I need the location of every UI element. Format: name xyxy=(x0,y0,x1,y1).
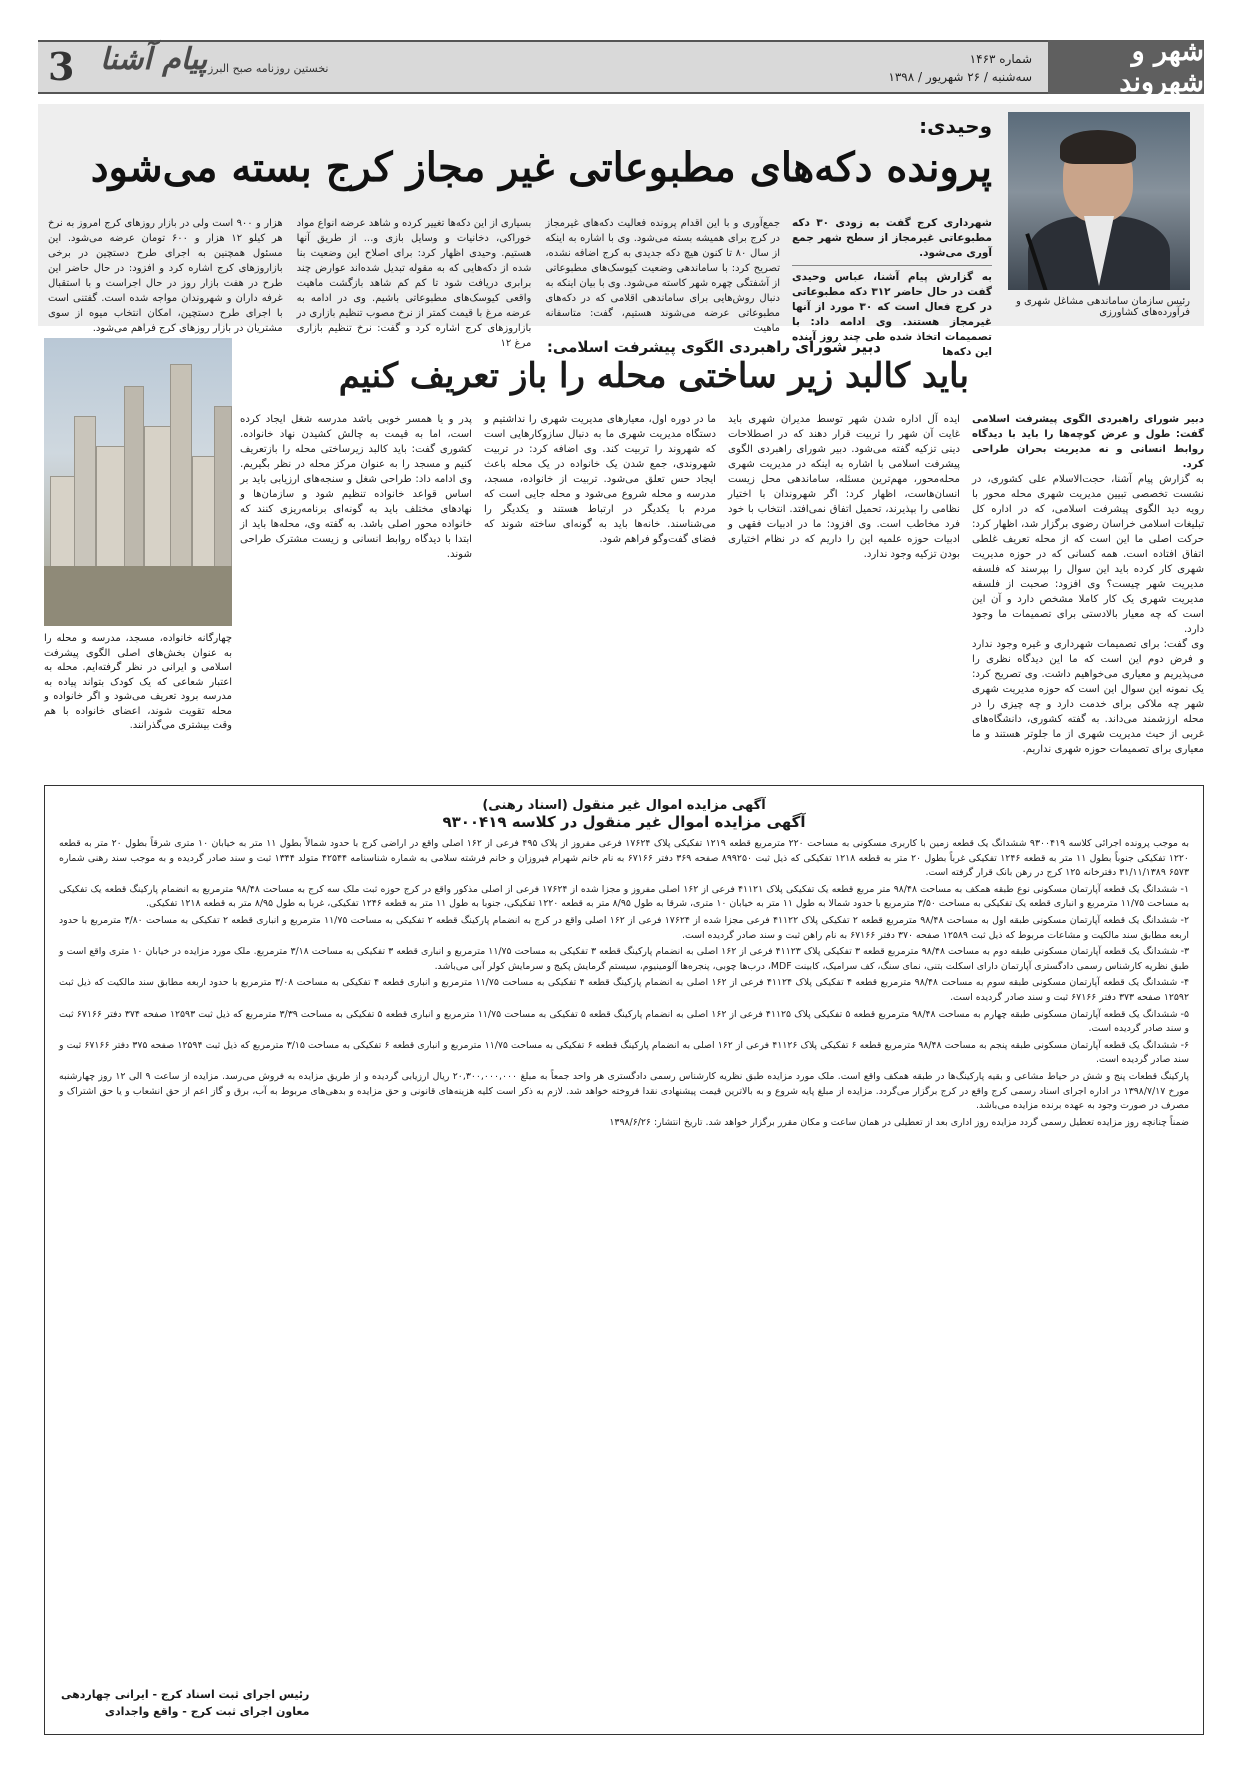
issue-info xyxy=(888,50,1032,86)
photo-caption: رئیس سازمان ساماندهی مشاغل شهری و فرآورده‌های کشاورزی xyxy=(1015,296,1190,318)
story2-columns xyxy=(240,412,1204,757)
auction-paragraph: به موجب پرونده اجرائی کلاسه ۹۳۰۰۴۱۹ ششدانگ یک قطعه زمین با کاربری مسکونی به مساحت ۲۲۰ مترمربع قطعه ۱۲۱۹ تفکیکی پلاک ۱۷۶۲۴ فرعی مفروز از پلاک ۴۹۵ فرعی از ۱۶۲ اصلی واقع در اراضی کرج با حدود شمالاً بطول ۱۱ متر به خیابان ۱۰ متری شرقاً بطول ۲۰ متر به قطعه ۱۲۲۰ تفکیکی جنوباً بطول ۱۱ متر به قطعه ۱۲۴۶ تفکیکی غرباً بطول ۲۰ متر به قطعه ۱۲۱۸ تفکیکی که ذیل ثبت ۸۹۹۲۵۰ صفحه ۳۶۹ دفتر ۶۷۱۶۶ به نام خانم شهرام فیروزان و خانم فرشته سلامی به شماره شناسنامه ۴۲۵۴۴ متولد ۱۳۴۴ ثبت و سند صادر گردیده و به موجب سند رهنی شماره ۶۵۷۳ ۳۱/۱۱/۱۳۸۹ دفترخانه ۱۲۵ کرج در رهن بانک قرار گرفته است. xyxy=(59,838,1190,879)
page-number: 3 xyxy=(48,44,75,89)
auction-paragraph: ۳- ششدانگ یک قطعه آپارتمان مسکونی طبقه دوم به مساحت ۹۸/۴۸ مترمربع قطعه ۳ تفکیکی پلاک ۴۱۱۲۳ فرعی از ۱۶۲ اصلی به انضمام پارکینگ قطعه ۳ تفکیکی به مساحت ۱۱/۷۵ مترمربع و انباری قطعه ۳ تفکیکی به مساحت ۳/۱۸ مترمربع. ملک مورد مزایده در خیابان ۱۰ متری واقع است و طبق نظریه کارشناس رسمی دادگستری آپارتمان دارای اسکلت بتنی، نمای سنگ، کف سرامیک، کابینت MDF، درب‌ها چوبی، پنجره‌ها آلومینیوم، سیستم گرمایش پکیج و سرمایش کولر آبی می‌باشد. xyxy=(59,946,1190,972)
story2-paragraph: ایده آل اداره شدن شهر توسط مدیران شهری باید غایت آن شهر را تربیت قرار دهند که در اصطلاحات دینی تزکیه گفته می‌شود. دبیر شورای راهبردی الگوی پیشرفت اسلامی با اشاره به اینکه در مدیریت شهری محله‌محور، مهم‌ترین مسئله، ساماندهی محل زیست انسان‌هاست، اظهار کرد: اگر شهروندان با اختیار نظامی را بپذیرند، تحمیل اتفاق نمی‌افتد. انتخاب با خود فرد مخاطب است. وی افزود: ما در ادبیات فقهی و ادبیات حوزه علمیه این را داریم که در نظام اختیاری بودن تزکیه وجود ندارد. xyxy=(728,414,960,560)
story1-lead-summary: شهرداری کرج گفت به زودی ۳۰ دکه مطبوعاتی غیرمجاز از سطح شهر جمع آوری می‌شود. xyxy=(792,217,992,259)
auction-paragraph: پارکینگ قطعات پنج و شش در حیاط مشاعی و بقیه پارکینگ‌ها در طبقه همکف واقع است. ملک مورد مزایده طبق نظریه کارشناس رسمی دادگستری هر واحد جمعاً به مبلغ ۲۰,۳۰۰,۰۰۰,۰۰۰ ریال ارزیابی گردیده و از طریق مزایده به فروش می‌رسد. مزایده از ساعت ۹ الی ۱۲ روز چهارشنبه مورخ ۱۳۹۸/۷/۱۷ در اداره اجرای اسناد رسمی کرج واقع در کرج برگزار می‌گردد. مزایده از مبلغ پایه شروع و به بالاترین قیمت پیشنهادی نقدا فروخته خواهد شد. لازم به ذکر است کلیه هزینه‌های قانونی و حق مزایده و بدهی‌های مربوط به آب، برق و گاز اعم از حق انشعاب و یا حق اشتراک و مصرف در صورت وجود به عهده برنده مزایده می‌باشد. xyxy=(59,1070,1189,1112)
story1-columns xyxy=(48,216,780,351)
auction-paragraph: ۱- ششدانگ یک قطعه آپارتمان مسکونی نوع طبقه همکف به مساحت ۹۸/۴۸ متر مربع قطعه یک تفکیکی پلاک ۴۱۱۲۱ فرعی از ۱۶۲ اصلی مفروز و مجزا شده از ۱۷۶۲۴ فرعی از اصلی مذکور واقع در کرج حوزه ثبت ملک سه کرج به مساحت ۹۸/۴۸ مترمربع به انضمام پارکینگ قطعه یک تفکیکی به مساحت ۱۱/۷۵ مترمربع و انباری قطعه یک تفکیکی به مساحت ۳/۵۰ مترمربع با حدود شمالا به طول ۱۱ متر به خیابان ۱۰ متری، شرقا به طول ۸/۹۵ متر به قطعه ۱۲۲۰ تفکیکی، جنوبا به طول ۱۱ متر به قطعه ۱۲۴۶ تفکیکی، غربا به طول ۸/۹۵ متر به قطعه ۱۲۱۸ تفکیکی. xyxy=(59,883,1189,910)
story2-column xyxy=(728,412,960,757)
story2-paragraph: ما در دوره اول، معیارهای مدیریت شهری را نداشتیم و دستگاه مدیریت شهری ما به دنبال سازوکارهایی است که شهروند را تربیت کند. وی اضافه کرد: در تربیت شهروندی، جمع شدن یک خانواده در یک محله باعث ایجاد حس تعلق می‌شود. تربیت از خانواده، مسجد، مدرسه و محله شروع می‌شود و محله جایی است که مردم با یکدیگر در ارتباط هستند و یکدیگر را می‌شناسند. خانه‌ها باید به گونه‌ای ساخته شوند که فضای گفت‌وگو فراهم شود. xyxy=(484,414,716,545)
story2-kicker: دبیر شورای راهبردی الگوی پیشرفت اسلامی: xyxy=(546,338,881,356)
section-title[interactable]: شهر و شهروند xyxy=(1048,40,1204,94)
auction-paragraph: ضمناً چنانچه روز مزایده تعطیل رسمی گردد مزایده روز اداری بعد از تعطیلی در همان ساعت و مکان مقرر برگزار خواهد شد. تاریخ انتشار: ۱۳۹۸/۶/۲۶ xyxy=(609,1116,1189,1128)
signature-line: معاون اجرای ثبت کرج - واقع واجدادی xyxy=(104,1705,310,1718)
story2-column xyxy=(484,412,716,757)
auction-paragraph: ۲- ششدانگ یک قطعه آپارتمان مسکونی طبقه اول به مساحت ۹۸/۴۸ مترمربع قطعه ۲ تفکیکی پلاک ۴۱۱۲۲ فرعی مجزا شده از ۱۷۶۲۴ فرعی از ۱۶۲ اصلی واقع در کرج به انضمام پارکینگ قطعه ۲ تفکیکی به مساحت ۱۱/۷۵ مترمربع و انباری قطعه ۲ تفکیکی به مساحت ۳/۸۰ مترمربع با حدود اربعه مطابق سند مالکیت و مشاعات مربوط که ذیل ثبت ۱۲۵۸۹ صفحه ۳۷۰ دفتر ۶۷۱۶۶ به نام راهن ثبت و سند صادر گردیده است. xyxy=(59,914,1189,941)
story2-headline[interactable]: باید کالبد زیر ساختی محله را باز تعریف کنیم xyxy=(338,356,969,396)
story2-paragraph: پدر و یا همسر خوبی باشد مدرسه شغل ایجاد کرده است، اما به قیمت به چالش کشیدن نهاد خانواده. کشوری گفت: باید کالبد زیرساختی محله را بازتعریف کنیم و مسجد را به عنوان مرکز محله در نظر بگیریم. وی ادامه داد: طراحی شغل و سنجه‌های ارزیابی باید بر اساس قواعد خانواده تنظیم شود و سازمان‌ها و نهادهای مختلف باید به گونه‌ای برنامه‌ریزی کنند که خانواده محور اصلی باشد. به گفته وی، محله‌ها باید از ابتدا با دیدگاه روابط انسانی و زیست مشترک طراحی شوند. xyxy=(240,414,472,560)
city-skyline-photo[interactable] xyxy=(44,338,232,626)
auction-title: آگهی مزایده اموال غیر منقول (اسناد رهنی) xyxy=(482,798,766,813)
tagline: نخستین روزنامه صبح البرز xyxy=(208,62,329,75)
story2-paragraph: به گزارش پیام آشنا، حجت‌الاسلام علی کشوری، در نشست تخصصی تبیین مدیریت شهری محله محور با رویه دید الگوی پیشرفت اسلامی، که در اداره کل تبلیغات اسلامی خراسان رضوی برگزار شد، اظهار کرد: حرکت اصلی ما این است که از محله تعریف غلطی اتفاق افتاده است. همه کسانی که در حوزه مدیریت شهری کار کرده باید این سوال را بپرسند که فلسفه مدیریت شهر چیست؟ وی افزود: صحبت از فلسفه مدیریت شهری یک کار کاملا مشخص دارد و آن این است که چه معیار بالادستی برای تصمیمات ما وجود دارد. xyxy=(972,474,1204,635)
story1-kicker: وحیدی: xyxy=(919,114,992,138)
page-header xyxy=(38,36,1204,98)
story2-image-caption: چهارگانه خانواده، مسجد، مدرسه و محله را به عنوان بخش‌های اصلی الگوی پیشرفت اسلامی و ایرانی در نظر گرفته‌ایم. محله به اعتبار شعاعی که یک کودک بتواند پیاده به مدرسه برود تعریف می‌شود و اگر خانواده و محله تقویت شوند، اعضای خانواده با هم وقت بیشتری می‌گذرانند. xyxy=(44,633,232,731)
story1-lead-body: به گزارش پیام آشنا، عباس وحیدی گفت در حال حاضر ۳۱۲ دکه مطبوعاتی در کرج فعال است که ۳۰ مورد از آنها غیرمجاز هستند. وی ادامه داد: با تصمیمات اتخاذ شده طی چند روز آینده این دکه‌ها xyxy=(792,271,992,358)
story2-intro: دبیر شورای راهبردی الگوی پیشرفت اسلامی گفت: طول و عرض کوچه‌ها را باید با دیدگاه روابط انسانی و نه مدیریت بحران طراحی کرد. xyxy=(972,414,1204,470)
issue-date: سه‌شنبه / ۲۶ شهریور / ۱۳۹۸ xyxy=(888,70,1032,84)
story1-column: هزار و ۹۰۰ است ولی در بازار روزهای کرج امروز به نرخ هر کیلو ۱۲ هزار و ۶۰۰ تومان عرضه می‌شود. این مسئول همچنین به اجرای طرح دستچین در برخی بازاروزهای کرج اشاره کرد و افزود: در حال حاضر این طرح در هفت بازار روز در حال اجراست و با استقبال غرفه داران و شهروندان مواجه شده است. گفتنی است با اجرای طرح دستچین، امکان انتخاب میوه از سوی مشتریان در بازار روزهای کرج فراهم می‌شود. xyxy=(47,218,283,334)
auction-paragraph: ۵- ششدانگ یک قطعه آپارتمان مسکونی طبقه چهارم به مساحت ۹۸/۴۸ مترمربع قطعه ۵ تفکیکی پلاک ۴۱۱۲۵ فرعی از ۱۶۲ اصلی به انضمام پارکینگ قطعه ۵ تفکیکی به مساحت ۱۱/۷۵ مترمربع و انباری قطعه ۵ تفکیکی به مساحت ۳/۳۹ مترمربع که ذیل ثبت ۱۲۵۹۳ صفحه ۳۷۴ دفتر ۶۷۱۶۶ ثبت و سند صادر گردیده است. xyxy=(59,1008,1189,1035)
story2-column xyxy=(240,412,472,757)
auction-subtitle: آگهی مزایده اموال غیر منقول در کلاسه ۹۳۰۰۴۱۹ xyxy=(442,813,806,831)
story1-headline[interactable]: پرونده دکه‌های مطبوعاتی غیر مجاز کرج بسته می‌شود xyxy=(90,144,992,191)
story1-column: جمع‌آوری و با این اقدام پرونده فعالیت دکه‌های غیرمجاز در کرج برای همیشه بسته می‌شود. وی با اشاره به اینکه از سال ۸۰ تا کنون هیچ دکه جدیدی به کرج اضافه نشده، تصریح کرد: با ساماندهی وضعیت کیوسک‌های مطبوعاتی از آشفتگی چهره شهر کاسته می‌شود. وی با بیان اینکه به دنبال روش‌هایی برای ساماندهی اقلامی که در دکه‌های مطبوعاتی عرضه می‌شوند هستیم، گفت: متاسفانه ماهیت xyxy=(545,218,781,334)
portrait-photo[interactable] xyxy=(1008,112,1190,290)
signature-line: رئیس اجرای ثبت اسناد کرج - ایرانی چهاردهی xyxy=(61,1688,310,1701)
story2-paragraph: وی گفت: برای تصمیمات شهرداری و غیره وجود ندارد و فرض دوم این است که ما این دیدگاه نظری را می‌پذیریم و معیاری می‌خواهیم داشت. وی تصریح کرد: یک نمونه این سوال این است که حوزه مدیریت شهری شهر چه ملاکی برای خدمت دارد و چه چیزی را در محله ارزشمند می‌داند. به گفته کشوری، دانشگاه‌های غربی از حیث مدیریت شهری از ما جلوتر هستند و ما معیاری برای تصمیمات حوزه شهری نداریم. xyxy=(972,639,1204,755)
auction-notice xyxy=(44,785,1204,1735)
story2-column xyxy=(972,412,1204,757)
issue-number: شماره ۱۴۶۳ xyxy=(969,52,1032,66)
auction-paragraph: ۶- ششدانگ یک قطعه آپارتمان مسکونی طبقه پنجم به مساحت ۹۸/۴۸ مترمربع قطعه ۶ تفکیکی پلاک ۴۱۱۲۶ فرعی از ۱۶۲ اصلی به انضمام پارکینگ قطعه ۶ تفکیکی به مساحت ۱۱/۷۵ مترمربع و انباری قطعه ۶ تفکیکی به مساحت ۳/۱۵ مترمربع که ذیل ثبت ۱۲۵۹۴ صفحه ۳۷۵ دفتر ۶۷۱۶۶ ثبت و سند صادر گردیده است. xyxy=(59,1039,1190,1066)
story1-column: بسیاری از این دکه‌ها تغییر کرده و شاهد عرضه انواع مواد خوراکی، دخانیات و وسایل بازی و... از طریق آنها هستیم. وحیدی اظهار کرد: برای اصلاح این وضعیت بنا شده از دکه‌هایی که به مقوله تبدیل شده‌اند عوارض چند برابری دریافت شود تا کم کم شاهد بازگشت ماهیت واقعی کیوسک‌های مطبوعاتی باشیم. وی در ادامه به عرضه مرغ با قیمت کمتر از نرخ مصوب تنظیم بازاری در بازاروزهای کرج اشاره کرد و گفت: نرخ تنظیم بازاری مرغ ۱۲ xyxy=(296,218,532,349)
auction-signature xyxy=(61,1686,309,1720)
newspaper-logo[interactable]: پیام آشنا xyxy=(100,42,208,77)
auction-paragraph: ۴- ششدانگ یک قطعه آپارتمان مسکونی طبقه سوم به مساحت ۹۸/۴۸ مترمربع قطعه ۴ تفکیکی پلاک ۴۱۱۲۴ فرعی از ۱۶۲ اصلی به انضمام پارکینگ قطعه ۴ تفکیکی به مساحت ۱۱/۷۵ مترمربع و انباری قطعه ۴ تفکیکی به مساحت ۳/۰۸ مترمربع با حدود اربعه مطابق سند مالکیت که ذیل ثبت ۱۲۵۹۲ صفحه ۳۷۳ دفتر ۶۷۱۶۶ ثبت و سند صادر گردیده است. xyxy=(59,977,1190,1003)
